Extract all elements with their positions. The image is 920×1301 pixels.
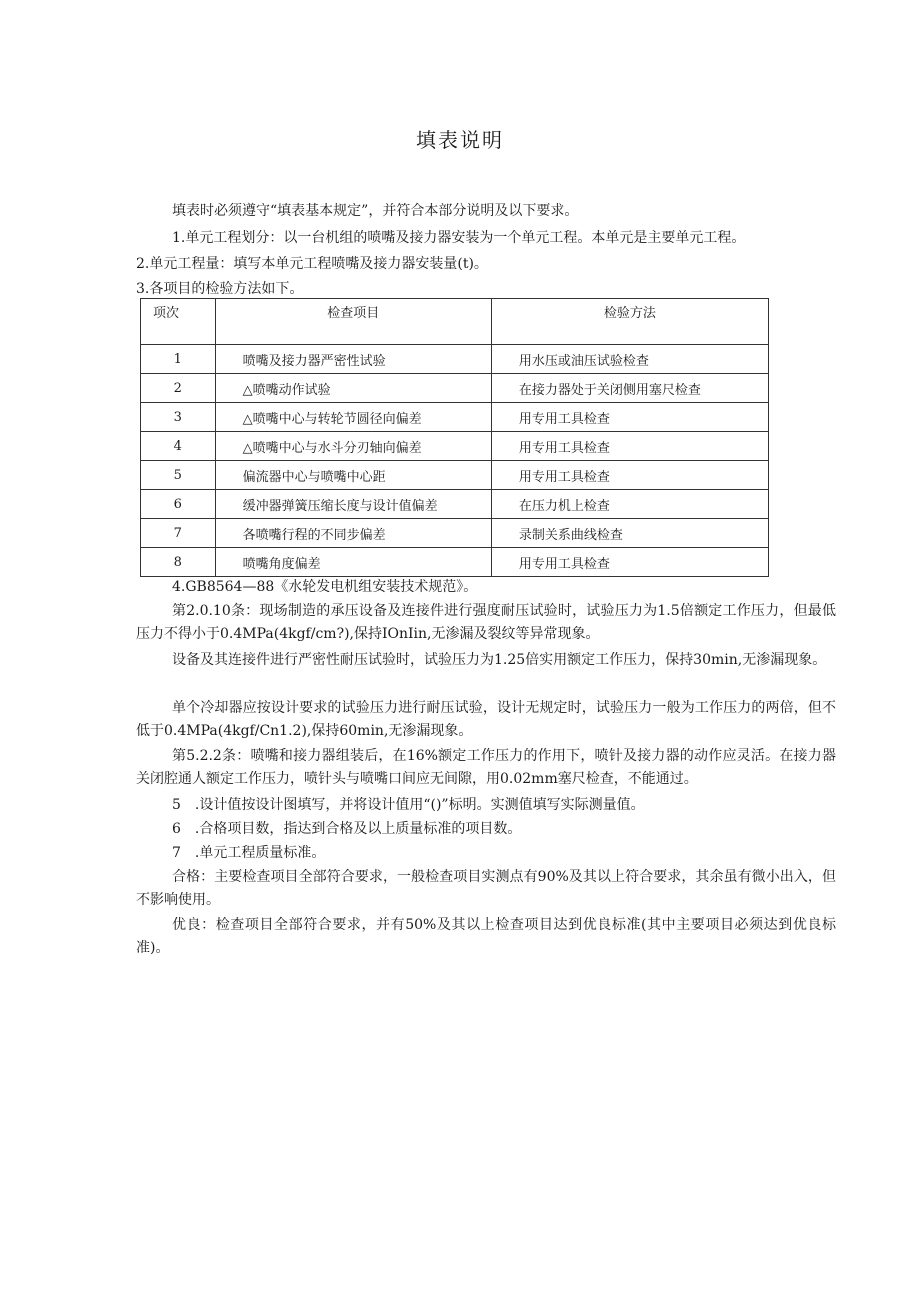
paragraph-good-standard: 优良：检查项目全部符合要求，并有50%及其以上检查项目达到优良标准(其中主要项目必须达到优良标准)。 <box>136 917 836 956</box>
row-no: 4 <box>141 432 216 461</box>
row-no: 1 <box>141 345 216 374</box>
row-item: 喷嘴角度偏差 <box>215 548 491 577</box>
row-item: △喷嘴中心与转轮节圆径向偏差 <box>215 403 491 432</box>
row-no: 8 <box>141 548 216 577</box>
row-method: 用水压或油压试验检查 <box>491 345 768 374</box>
row-method: 用专用工具检查 <box>491 548 768 577</box>
paragraph-pass-standard: 合格：主要检查项目全部符合要求，一般检查项目实测点有90%及其以上符合要求，其余虽有微小出入，但不影响使用。 <box>136 869 836 908</box>
table-row <box>141 403 769 432</box>
row-item: △喷嘴中心与水斗分刃轴向偏差 <box>215 432 491 461</box>
table-row <box>141 432 769 461</box>
header-method: 检验方法 <box>491 299 768 345</box>
row-method: 用专用工具检查 <box>491 461 768 490</box>
table-row <box>141 345 769 374</box>
item-5-text: 5 .设计值按设计图填写，并将设计值用“()”标明。实测值填写实际测量值。 <box>172 797 645 813</box>
row-item: △喷嘴动作试验 <box>215 374 491 403</box>
item-2-text: 2.单元工程量：填写本单元工程喷嘴及接力器安装量(t)。 <box>136 256 488 272</box>
row-no: 3 <box>141 403 216 432</box>
table-row <box>141 519 769 548</box>
item-6-text: 6 .合格项目数，指达到合格及以上质量标准的项目数。 <box>172 821 522 837</box>
paragraph-2-0-10: 第2.0.10条：现场制造的承压设备及连接件进行强度耐压试验时，试验压力为1.5倍额定工作压力，但最低压力不得小于0.4MPa(4kgf/cm?),保持IOnIin,无渗漏及裂纹等异常现象。 <box>136 603 836 642</box>
item-3-text: 3.各项目的检验方法如下。 <box>136 281 304 297</box>
item-7-text: 7 .单元工程质量标准。 <box>172 845 326 861</box>
item-1-text: 1.单元工程划分：以一台机组的喷嘴及接力器安装为一个单元工程。本单元是主要单元工程。 <box>172 230 746 246</box>
table-row <box>141 548 769 577</box>
row-method: 用专用工具检查 <box>491 432 768 461</box>
row-method: 用专用工具检查 <box>491 403 768 432</box>
item-4-text: 4.GB8564—88《水轮发电机组安装技术规范》。 <box>172 579 478 595</box>
paragraph-5-2-2: 第5.2.2条：喷嘴和接力器组装后，在16%额定工作压力的作用下，喷针及接力器的动作应灵活。在接力器关闭腔通人额定工作压力，喷针头与喷嘴口间应无间隙，用0.02mm塞尺检查，不能通过。 <box>136 748 836 787</box>
row-method: 在压力机上检查 <box>491 490 768 519</box>
row-method: 在接力器处于关闭侧用塞尺检查 <box>491 374 768 403</box>
table-row <box>141 461 769 490</box>
row-item: 喷嘴及接力器严密性试验 <box>215 345 491 374</box>
intro-text: 填表时必须遵守“填表基本规定”，并符合本部分说明及以下要求。 <box>172 203 579 219</box>
row-method: 录制关系曲线检查 <box>491 519 768 548</box>
row-no: 5 <box>141 461 216 490</box>
paragraph-tightness-test: 设备及其连接件进行严密性耐压试验时，试验压力为1.25倍实用额定工作压力，保持30min,无渗漏现象。 <box>172 652 827 668</box>
row-no: 6 <box>141 490 216 519</box>
table-header-row <box>141 299 769 345</box>
row-no: 7 <box>141 519 216 548</box>
table-row <box>141 374 769 403</box>
paragraph-cooler-test: 单个冷却器应按设计要求的试验压力进行耐压试验，设计无规定时，试验压力一般为工作压力的两倍，但不低于0.4MPa(4kgf/Cn1.2),保持60min,无渗漏现象。 <box>136 700 836 739</box>
row-item: 缓冲器弹簧压缩长度与设计值偏差 <box>215 490 491 519</box>
page-title: 填表说明 <box>416 128 504 152</box>
row-no: 2 <box>141 374 216 403</box>
inspection-method-table <box>140 298 769 577</box>
row-item: 各喷嘴行程的不同步偏差 <box>215 519 491 548</box>
row-item: 偏流器中心与喷嘴中心距 <box>215 461 491 490</box>
header-item: 检查项目 <box>215 299 491 345</box>
table-row <box>141 490 769 519</box>
header-no: 项次 <box>141 299 216 345</box>
